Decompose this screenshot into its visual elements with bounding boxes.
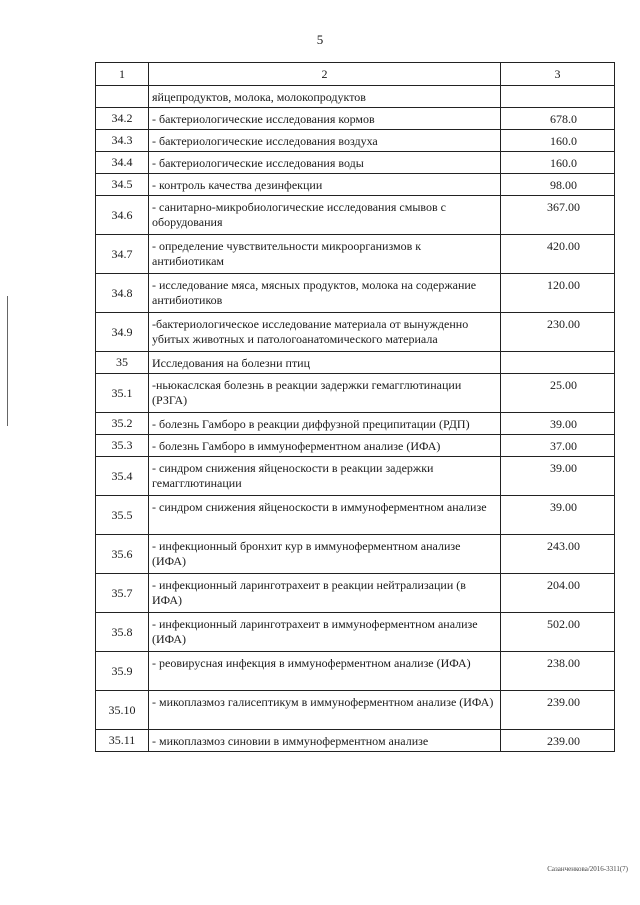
row-price: 39.00: [501, 457, 615, 496]
row-price: [501, 86, 615, 108]
table-row: [96, 613, 615, 652]
header-col-3: 3: [501, 63, 615, 86]
row-description: - синдром снижения яйценоскости в иммуноферментном анализе: [149, 496, 501, 535]
table-row: [96, 152, 615, 174]
row-price: 678.0: [501, 108, 615, 130]
row-description: - микоплазмоз галисептикум в иммуноферментном анализе (ИФА): [149, 691, 501, 730]
row-price: 25.00: [501, 374, 615, 413]
row-price: 204.00: [501, 574, 615, 613]
row-price: 120.00: [501, 274, 615, 313]
row-price: 243.00: [501, 535, 615, 574]
row-code: 34.2: [96, 108, 149, 130]
row-description: - санитарно-микробиологические исследования смывов с оборудования: [149, 196, 501, 235]
row-price: [501, 352, 615, 374]
table-row: [96, 86, 615, 108]
table-row: [96, 413, 615, 435]
row-price: 37.00: [501, 435, 615, 457]
table-row: [96, 374, 615, 413]
table-row: [96, 130, 615, 152]
row-description: -ньюкаслская болезнь в реакции задержки гемагглютинации (РЗГА): [149, 374, 501, 413]
table-row: [96, 435, 615, 457]
row-code: 34.3: [96, 130, 149, 152]
row-code: 35.7: [96, 574, 149, 613]
row-code: 34.7: [96, 235, 149, 274]
row-code: 34.9: [96, 313, 149, 352]
row-price: 239.00: [501, 691, 615, 730]
row-description: - бактериологические исследования кормов: [149, 108, 501, 130]
row-price: 230.00: [501, 313, 615, 352]
row-code: [96, 86, 149, 108]
price-table: [95, 62, 615, 752]
table-row: [96, 196, 615, 235]
table-row: [96, 274, 615, 313]
row-code: 34.5: [96, 174, 149, 196]
row-code: 35.2: [96, 413, 149, 435]
table-row: [96, 535, 615, 574]
row-description: - инфекционный ларинготрахеит в иммуноферментном анализе (ИФА): [149, 613, 501, 652]
row-code: 35.6: [96, 535, 149, 574]
row-description: -бактериологическое исследование материала от вынужденно убитых животных и патологоанатомического материала: [149, 313, 501, 352]
row-code: 35.4: [96, 457, 149, 496]
page-number: 5: [316, 32, 324, 47]
table-header-row: [96, 63, 615, 86]
row-code: 35.9: [96, 652, 149, 691]
row-price: 420.00: [501, 235, 615, 274]
row-description: - исследование мяса, мясных продуктов, молока на содержание антибиотиков: [149, 274, 501, 313]
header-col-2: 2: [149, 63, 501, 86]
row-code: 35.1: [96, 374, 149, 413]
row-price: 238.00: [501, 652, 615, 691]
row-description: - контроль качества дезинфекции: [149, 174, 501, 196]
table-row: [96, 691, 615, 730]
row-price: 39.00: [501, 496, 615, 535]
row-price: 160.0: [501, 152, 615, 174]
row-code: 34.4: [96, 152, 149, 174]
table-row: [96, 574, 615, 613]
row-code: 35.10: [96, 691, 149, 730]
row-description: - реовирусная инфекция в иммуноферментном анализе (ИФА): [149, 652, 501, 691]
row-description: - бактериологические исследования воздуха: [149, 130, 501, 152]
row-description: - инфекционный бронхит кур в иммуноферментном анализе (ИФА): [149, 535, 501, 574]
row-price: 160.0: [501, 130, 615, 152]
row-code: 35.8: [96, 613, 149, 652]
table-row: [96, 652, 615, 691]
row-price: 239.00: [501, 730, 615, 752]
row-code: 35.3: [96, 435, 149, 457]
row-price: 502.00: [501, 613, 615, 652]
row-code: 35: [96, 352, 149, 374]
row-price: 98.00: [501, 174, 615, 196]
row-code: 34.6: [96, 196, 149, 235]
row-description: - бактериологические исследования воды: [149, 152, 501, 174]
table-section-row: [96, 352, 615, 374]
row-description: - болезнь Гамборо в иммуноферментном анализе (ИФА): [149, 435, 501, 457]
margin-mark: [7, 296, 8, 426]
table-row: [96, 313, 615, 352]
header-col-1: 1: [96, 63, 149, 86]
row-code: 35.5: [96, 496, 149, 535]
row-description: - болезнь Гамборо в реакции диффузной преципитации (РДП): [149, 413, 501, 435]
table-row: [96, 108, 615, 130]
row-price: 367.00: [501, 196, 615, 235]
row-code: 35.11: [96, 730, 149, 752]
footer-stamp: Сазанченкова/2016-3311(7): [547, 865, 628, 873]
table-row: [96, 174, 615, 196]
row-description: - синдром снижения яйценоскости в реакции задержки гемагглютинации: [149, 457, 501, 496]
row-description: - инфекционный ларинготрахеит в реакции нейтрализации (в ИФА): [149, 574, 501, 613]
row-description: - микоплазмоз синовии в иммуноферментном анализе: [149, 730, 501, 752]
table-row: [96, 457, 615, 496]
row-description: - определение чувствительности микроорганизмов к антибиотикам: [149, 235, 501, 274]
row-description: яйцепродуктов, молока, молокопродуктов: [149, 86, 501, 108]
row-price: 39.00: [501, 413, 615, 435]
row-code: 34.8: [96, 274, 149, 313]
row-description: Исследования на болезни птиц: [149, 352, 501, 374]
table-row: [96, 496, 615, 535]
table-row: [96, 235, 615, 274]
table-row: [96, 730, 615, 752]
